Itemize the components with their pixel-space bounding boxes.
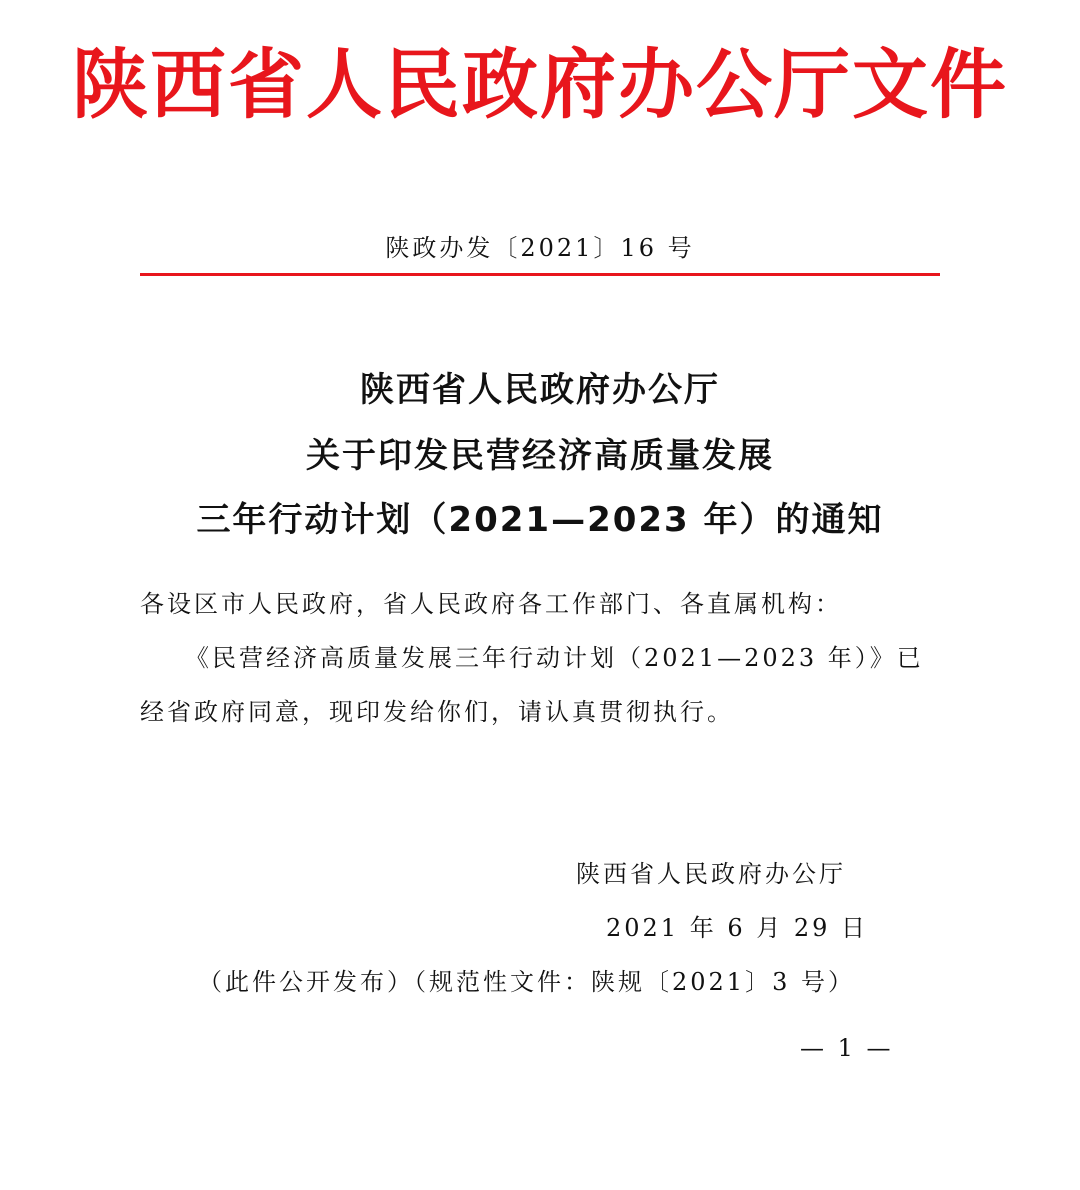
signature-date: 2021 年 6 月 29 日 bbox=[606, 914, 869, 942]
publication-notes: （此件公开发布）（规范性文件：陕规〔2021〕3 号） bbox=[198, 968, 855, 996]
title-line-2: 关于印发民营经济高质量发展 bbox=[306, 436, 774, 476]
red-separator-line bbox=[140, 273, 940, 276]
addressee: 各设区市人民政府，省人民政府各工作部门、各直属机构： bbox=[140, 590, 842, 618]
signature-organization: 陕西省人民政府办公厅 bbox=[576, 860, 846, 888]
masthead-title: 陕西省人民政府办公厅文件 bbox=[72, 40, 1008, 129]
title-line-3: 三年行动计划（2021—2023 年）的通知 bbox=[196, 500, 884, 540]
body-line-1: 《民营经济高质量发展三年行动计划（2021—2023 年）》已 bbox=[185, 644, 924, 672]
page-number: — 1 — bbox=[800, 1034, 894, 1062]
title-line-1: 陕西省人民政府办公厅 bbox=[360, 370, 720, 410]
document-number: 陕政办发〔2021〕16 号 bbox=[385, 234, 695, 262]
body-line-2: 经省政府同意，现印发给你们，请认真贯彻执行。 bbox=[140, 698, 734, 726]
